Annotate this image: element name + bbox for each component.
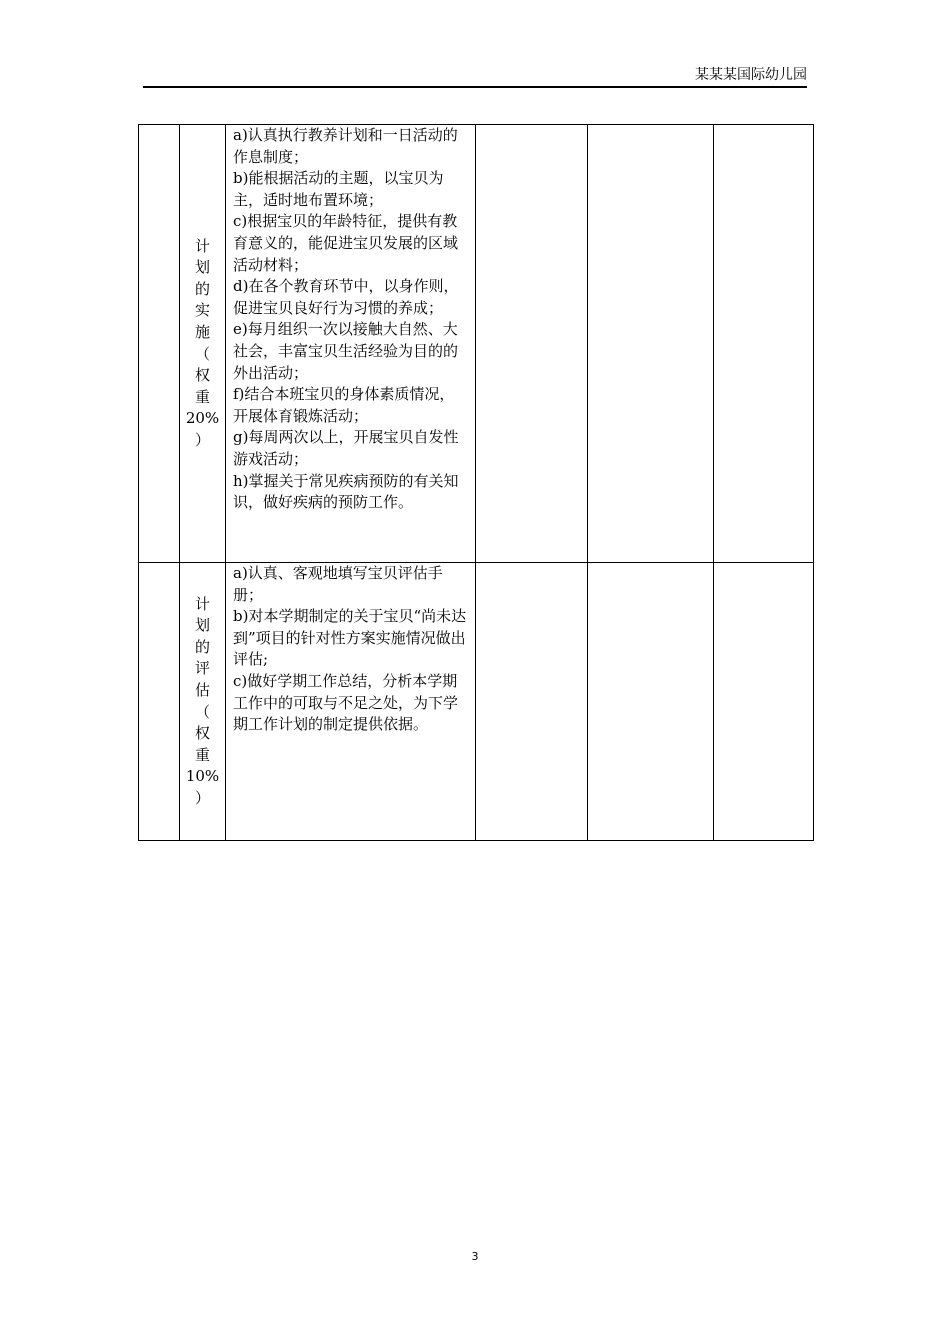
index-cell [139, 125, 180, 563]
evaluation-table [138, 124, 814, 841]
list-item: f)结合本班宝贝的身体素质情况，开展体育锻炼活动； [233, 385, 455, 425]
category-char: 施 [194, 322, 210, 341]
list-item: b)能根据活动的主题，以宝贝为主，适时地布置环境； [233, 169, 444, 209]
list-item: h)掌握关于常见疾病预防的有关知识，做好疾病的预防工作。 [233, 471, 459, 512]
list-item: b)对本学期制定的关于宝贝“尚未达到”项目的针对性方案实施情况做出评估; [233, 607, 467, 669]
category-char: 权 [194, 724, 210, 743]
table-row [139, 125, 814, 563]
category-char: （ [194, 702, 210, 721]
category-char: 估 [194, 680, 210, 699]
category-char: 计 [194, 236, 210, 255]
list-item: g)每周两次以上，开展宝贝自发性游戏活动； [233, 428, 459, 468]
category-char: 的 [194, 637, 210, 656]
category-char: 评 [194, 659, 210, 678]
list-item: e)每月组织一次以接触大自然、大社会，丰富宝贝生活经验为目的的外出活动； [233, 320, 459, 382]
category-char: 的 [194, 279, 210, 298]
list-item: c)根据宝贝的年龄特征，提供有教育意义的，能促进宝贝发展的区域活动材料； [233, 212, 459, 274]
header-divider [143, 86, 807, 88]
page-number: 3 [471, 1250, 479, 1263]
content-cell [226, 563, 476, 841]
header-title: 某某某国际幼儿园 [695, 67, 807, 83]
category-char: ） [194, 430, 210, 449]
category-char: 计 [194, 594, 210, 613]
blank-cell[interactable] [588, 125, 714, 563]
category-char: 权 [194, 366, 210, 385]
index-cell [139, 563, 180, 841]
category-char: 重 [194, 387, 210, 406]
category-char: 实 [194, 301, 210, 320]
content-cell [226, 125, 476, 563]
category-cell [180, 563, 226, 841]
category-char: 划 [194, 616, 210, 635]
blank-cell[interactable] [714, 125, 814, 563]
category-cell [180, 125, 226, 563]
list-item: c)做好学期工作总结，分析本学期工作中的可取与不足之处，为下学期工作计划的制定提供依据。 [233, 671, 459, 734]
category-char: （ [194, 344, 210, 363]
list-item: d)在各个教育环节中，以身作则，促进宝贝良好行为习惯的养成； [233, 277, 459, 317]
category-char: 重 [194, 745, 210, 764]
list-item: a)认真、客观地填写宝贝评估手册； [233, 564, 443, 604]
blank-cell[interactable] [476, 125, 588, 563]
category-char: 10% [185, 767, 220, 786]
blank-cell[interactable] [476, 563, 588, 841]
category-char: 划 [194, 258, 210, 277]
blank-cell[interactable] [714, 563, 814, 841]
category-char: 20% [185, 409, 220, 428]
list-item: a)认真执行教养计划和一日活动的作息制度； [233, 126, 458, 166]
blank-cell[interactable] [588, 563, 714, 841]
table-row [139, 563, 814, 841]
category-char: ） [194, 788, 210, 807]
